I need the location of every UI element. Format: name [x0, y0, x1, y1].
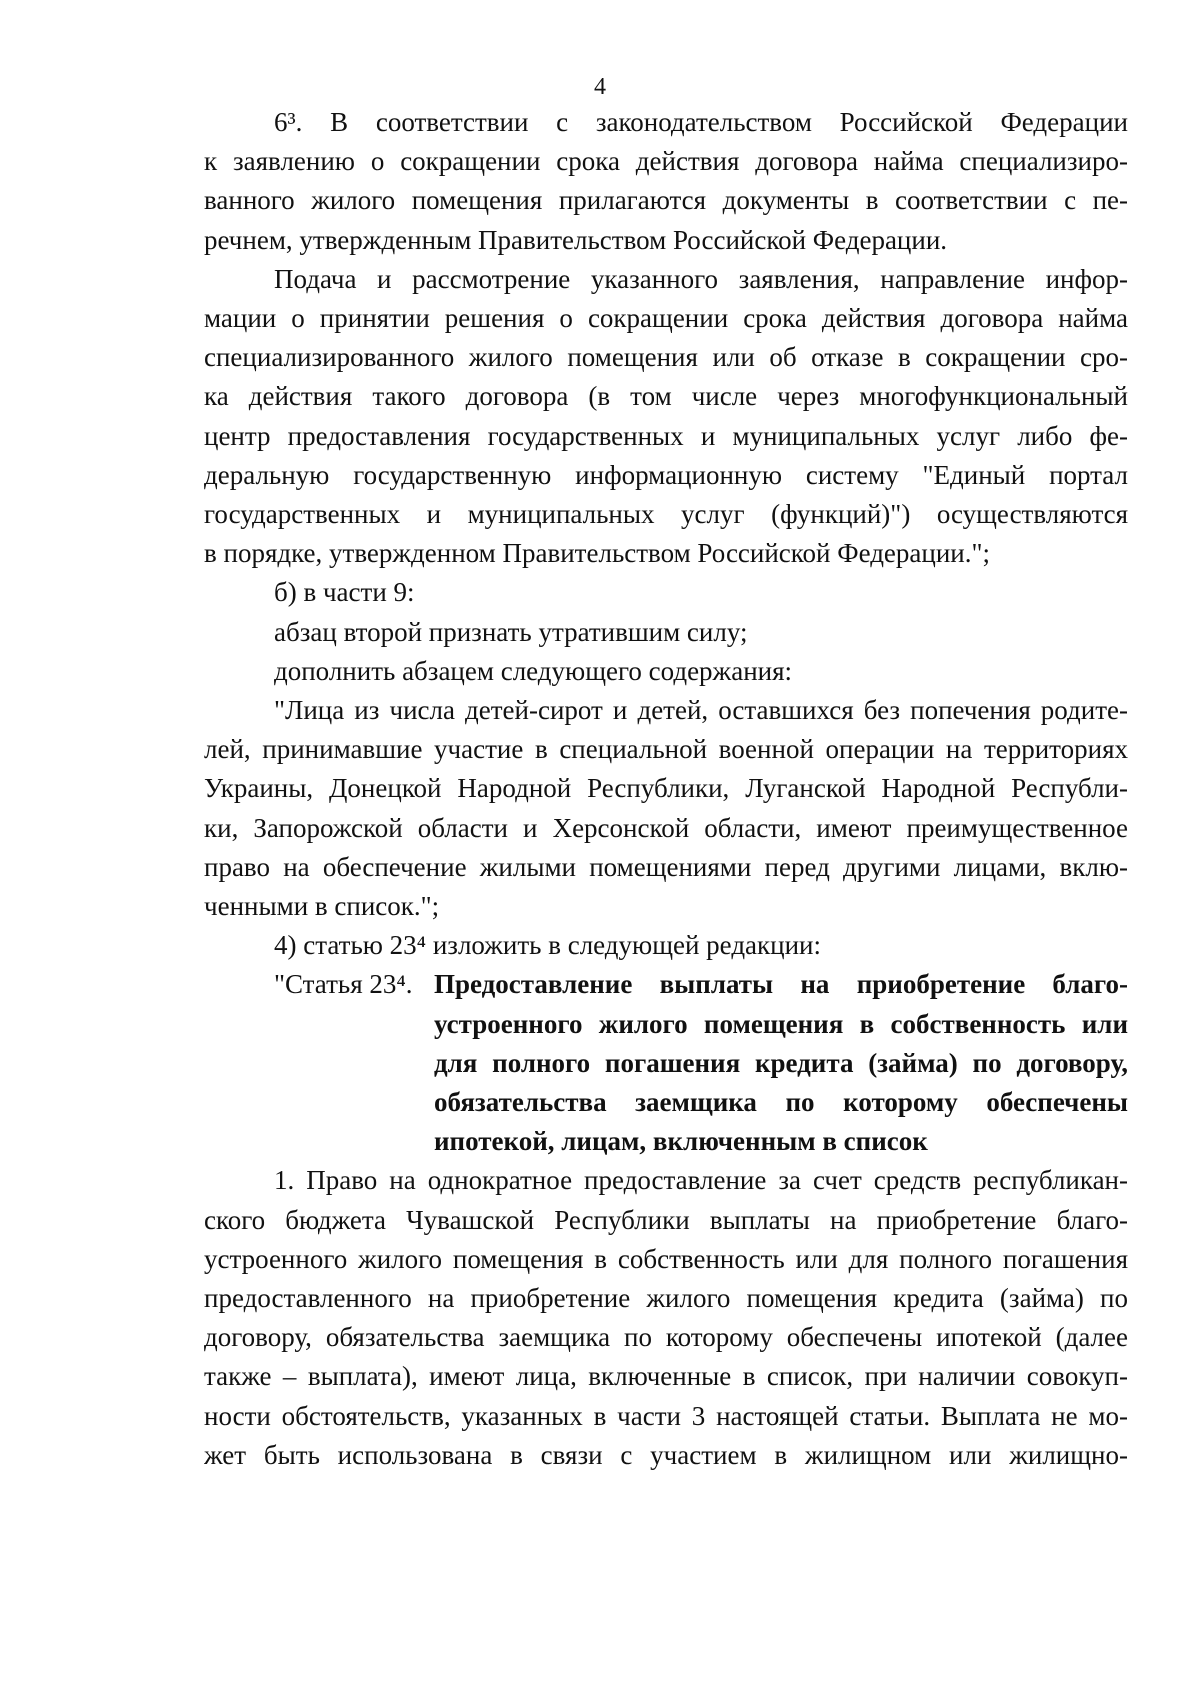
text-line: 4) статью 23⁴ изложить в следующей редакции:	[274, 930, 822, 961]
text-line: Украины, Донецкой Народной Республики, Луганской Народной Республи-	[204, 773, 1128, 804]
article-heading-line: ипотекой, лицам, включенным в список	[434, 1126, 928, 1157]
article-heading-line: устроенного жилого помещения в собственность или	[434, 1008, 1128, 1039]
text-line: ченными в список.";	[204, 891, 440, 921]
text-line: речнем, утвержденным Правительством Российской Федерации.	[204, 224, 948, 255]
text-line: 1. Право на однократное предоставление за счет средств республикан-	[274, 1165, 1128, 1196]
text-line: Подача и рассмотрение указанного заявления, направление инфор-	[274, 263, 1128, 294]
text-line: устроенного жилого помещения в собственность или для полного погашения	[204, 1243, 1128, 1274]
text-line: ванного жилого помещения прилагаются документы в соответствии с пе-	[204, 185, 1128, 216]
text-line: специализированного жилого помещения или об отказе в сокращении сро-	[204, 342, 1128, 373]
text-line: абзац второй признать утратившим силу;	[274, 616, 748, 647]
text-line: в порядке, утвержденном Правительством Российской Федерации.";	[204, 538, 991, 569]
text-line: "Лица из числа детей-сирот и детей, оставшихся без попечения родите-	[274, 695, 1128, 725]
page-number: 4	[594, 74, 606, 100]
text-line: лей, принимавшие участие в специальной военной операции на территориях	[204, 734, 1128, 765]
text-line: договору, обязательства заемщика по которому обеспечены ипотекой (далее	[204, 1322, 1128, 1353]
article-heading-line: обязательства заемщика по которому обеспечены	[434, 1087, 1128, 1117]
text-line: деральную государственную информационную систему "Единый портал	[204, 459, 1128, 490]
text-line: ского бюджета Чувашской Республики выплаты на приобретение благо-	[204, 1204, 1128, 1235]
text-line: дополнить абзацем следующего содержания:	[274, 655, 793, 686]
text-line: также – выплата), имеют лица, включенные в список, при наличии совокуп-	[204, 1361, 1128, 1392]
text-line: б) в части 9:	[274, 577, 415, 608]
text-line: 6³. В соответствии с законодательством Российской Федерации	[274, 107, 1128, 137]
text-line: жет быть использована в связи с участием в жилищном или жилищно-	[204, 1439, 1128, 1470]
text-line: ки, Запорожской области и Херсонской области, имеют преимущественное	[204, 812, 1128, 843]
text-line: государственных и муниципальных услуг (функций)") осуществляются	[204, 499, 1128, 529]
text-line: ка действия такого договора (в том числе через многофункциональный	[204, 381, 1128, 412]
text-line: право на обеспечение жилыми помещениями перед другими лицами, вклю-	[204, 851, 1128, 882]
text-line: ности обстоятельств, указанных в части 3 настоящей статьи. Выплата не мо-	[204, 1400, 1128, 1431]
article-heading-line: Предоставление выплаты на приобретение благо-	[434, 969, 1128, 1000]
article-heading-line: для полного погашения кредита (займа) по договору,	[434, 1047, 1128, 1078]
text-line: к заявлению о сокращении срока действия договора найма специализиро-	[204, 146, 1128, 177]
article-label: "Статья 23⁴.	[274, 969, 413, 1000]
text-line: мации о принятии решения о сокращении срока действия договора найма	[204, 303, 1128, 333]
text-line: предоставленного на приобретение жилого помещения кредита (займа) по	[204, 1283, 1128, 1313]
text-line: центр предоставления государственных и муниципальных услуг либо фе-	[204, 420, 1128, 451]
